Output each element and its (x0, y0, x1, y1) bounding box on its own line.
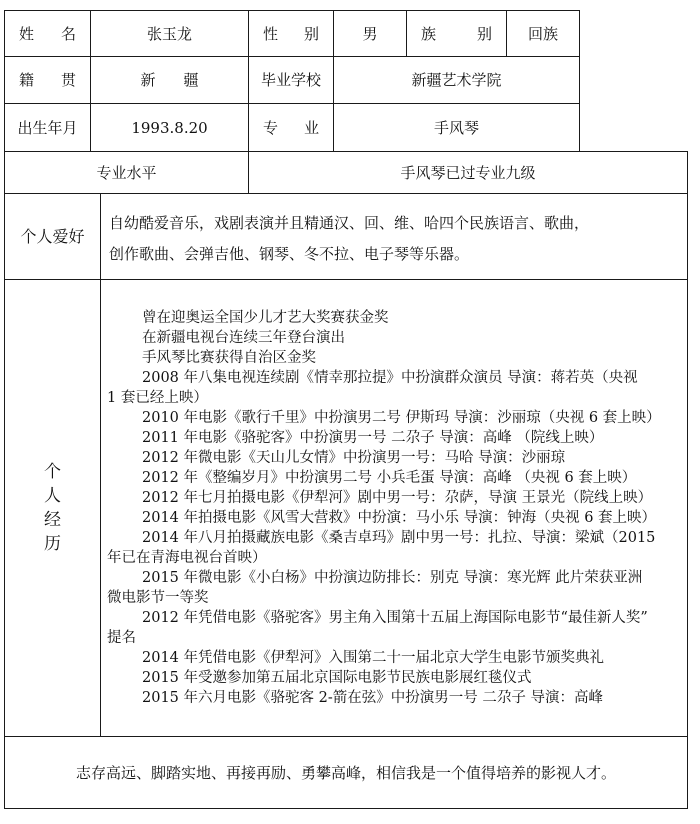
experience-line: 2015 年微电影《小白杨》中扮演边防排长：别克 导演：寒光辉 此片荣获亚洲 (142, 570, 643, 586)
experience-line: 2011 年电影《骆驼客》中扮演男一号 二尕子 导演：高峰 （院线上映） (142, 430, 604, 446)
major-value: 手风琴 (333, 103, 580, 152)
hobby-line: 创作歌曲、会弹吉他、钢琴、冬不拉、电子琴等乐器。 (109, 245, 470, 263)
gender-value: 男 (333, 10, 407, 57)
experience-label: 个 人 经 历 (4, 279, 101, 737)
experience-line: 2014 年八月拍摄藏族电影《桑吉卓玛》剧中男一号：扎拉、导演：梁斌（2015 (142, 530, 656, 546)
school-value: 新疆艺术学院 (333, 56, 580, 104)
ethnicity-value: 回族 (506, 10, 580, 57)
hobby-content (100, 193, 688, 280)
hobby-label: 个人爱好 (4, 193, 101, 280)
experience-line: 2010 年电影《歌行千里》中扮演男二号 伊斯玛 导演：沙丽琼（央视 6 套上映） (142, 410, 661, 426)
experience-line: 1 套已经上映） (107, 390, 208, 406)
experience-line: 2014 年凭借电影《伊犁河》入围第二十一届北京大学生电影节颁奖典礼 (142, 650, 605, 666)
name-value: 张玉龙 (90, 10, 249, 57)
major-label: 专 业 (248, 103, 334, 152)
birth-value: 1993.8.20 (90, 103, 249, 152)
school-label: 毕业学校 (248, 56, 334, 104)
experience-line: 2015 年六月电影《骆驼客 2-箭在弦》中扮演男一号 二尕子 导演：高峰 (142, 690, 603, 706)
professional-level-label: 专业水平 (4, 151, 249, 194)
name-label: 姓 名 (4, 10, 91, 57)
self-evaluation: 志存高远、脚踏实地、再接再励、勇攀高峰，相信我是一个值得培养的影视人才。 (4, 736, 688, 809)
experience-content (100, 279, 688, 737)
experience-line: 2014 年拍摄电影《风雪大营救》中扮演：马小乐 导演：钟海（央视 6 套上映） (142, 510, 657, 526)
birth-label: 出生年月 (4, 103, 91, 152)
native-place-value: 新 疆 (90, 56, 249, 104)
experience-line: 微电影节一等奖 (107, 590, 209, 606)
ethnicity-label: 族 别 (406, 10, 507, 57)
experience-line: 2012 年七月拍摄电影《伊犁河》剧中男一号：尕萨，导演 王景光（院线上映） (142, 490, 653, 506)
experience-line: 2008 年八集电视连续剧《情幸那拉提》中扮演群众演员 导演：蒋若英（央视 (142, 370, 638, 386)
experience-line: 曾在迎奥运全国少儿才艺大奖赛获金奖 (142, 310, 389, 326)
experience-line: 手风琴比赛获得自治区金奖 (142, 350, 316, 366)
native-place-label: 籍 贯 (4, 56, 91, 104)
experience-line: 2012 年微电影《天山儿女情》中扮演男一号：马哈 导演：沙丽琼 (142, 450, 566, 466)
professional-level-value: 手风琴已过专业九级 (248, 151, 688, 194)
experience-line: 2012 年凭借电影《骆驼客》男主角入围第十五届上海国际电影节“最佳新人奖” (142, 610, 648, 626)
experience-line: 2015 年受邀参加第五届北京国际电影节民族电影展红毯仪式 (142, 670, 532, 686)
gender-label: 性 别 (248, 10, 334, 57)
experience-line: 在新疆电视台连续三年登台演出 (142, 330, 345, 346)
experience-line: 2012 年《整编岁月》中扮演男二号 小兵毛蛋 导演：高峰 （央视 6 套上映） (142, 470, 637, 486)
experience-line: 提名 (107, 630, 136, 646)
hobby-line: 自幼酷爱音乐，戏剧表演并且精通汉、回、维、哈四个民族语言、歌曲， (109, 214, 590, 232)
experience-line: 年已在青海电视台首映） (107, 550, 267, 566)
